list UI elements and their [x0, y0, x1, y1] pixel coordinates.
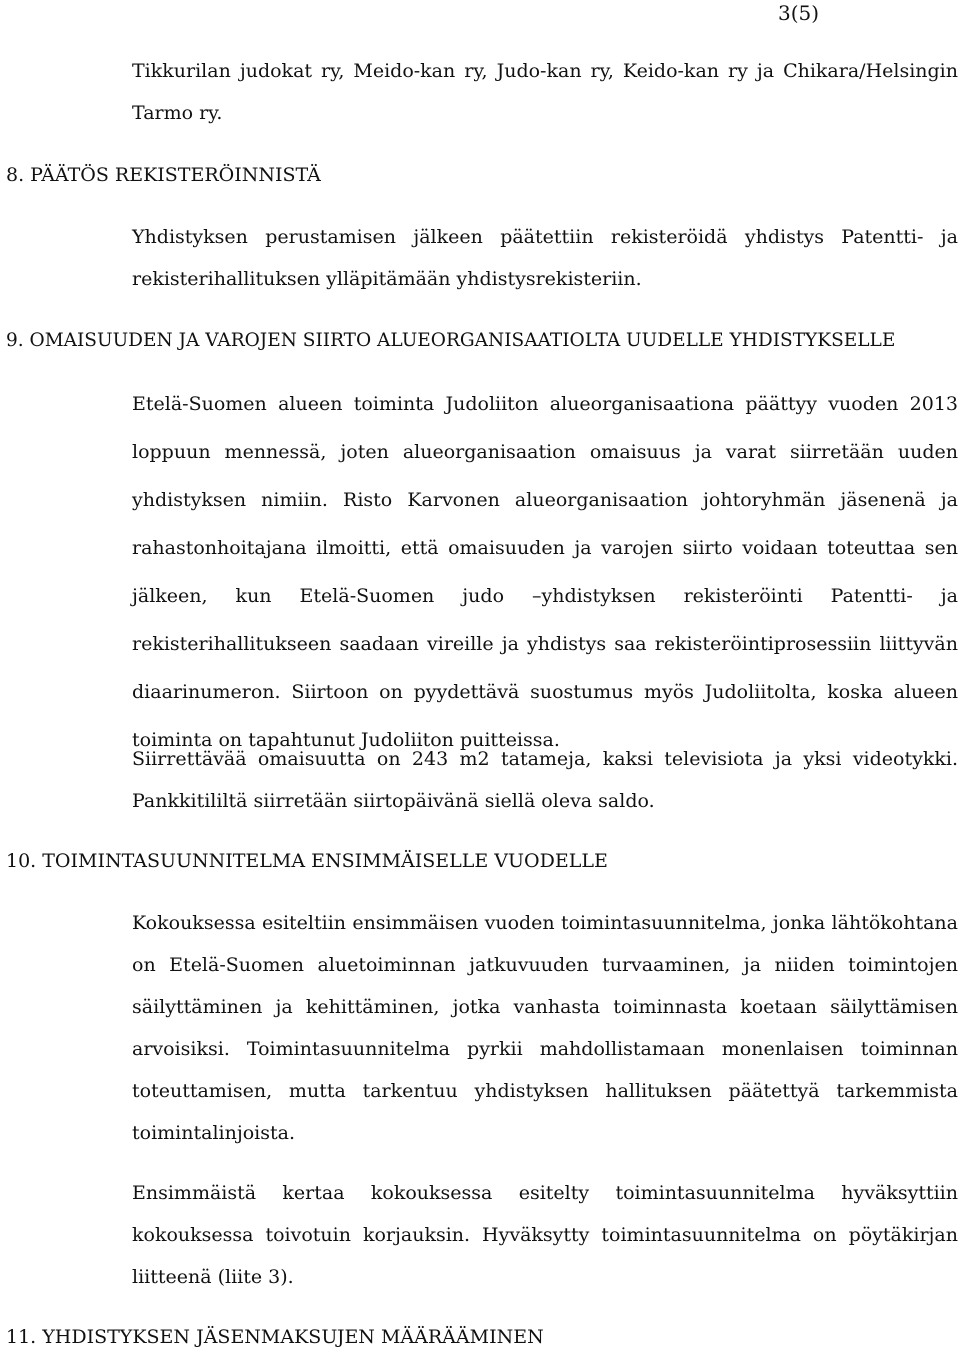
paragraph-transferred-assets: Siirrettävää omaisuutta on 243 m2 tatameja, kaksi televisiota ja yksi videotykki. Pankkitililtä siirretään siirtopäivänä siellä oleva saldo. [132, 748, 958, 812]
section-heading-8: 8. PÄÄTÖS REKISTERÖINNISTÄ [6, 164, 321, 186]
section-heading-10: 10. TOIMINTASUUNNITELMA ENSIMMÄISELLE VUODELLE [6, 850, 608, 872]
page-number: 3(5) [778, 1, 820, 25]
paragraph-asset-transfer: Etelä-Suomen alueen toiminta Judoliiton alueorganisaationa päättyy vuoden 2013 loppuun mennessä, joten alueorganisaation omaisuus ja varat siirretään uuden yhdistyksen nimiin. Risto Karvonen alueorganisaation johtoryhmän jäsenenä ja rahastonhoitajana ilmoitti, että omaisuuden ja varojen siirto voidaan toteuttaa sen jälkeen, kun Etelä-Suomen judo –yhdistyksen rekisteröinti Patentti- ja rekisterihallitukseen saadaan vireille ja yhdistys saa rekisteröintiprosessiin liittyvän diaarinumeron. Siirtoon on pyydettävä suostumus myös Judoliitolta, koska alueen toiminta on tapahtunut Judoliiton puitteissa. [132, 393, 958, 751]
paragraph-registration: Yhdistyksen perustamisen jälkeen päätettiin rekisteröidä yhdistys Patentti- ja rekisterihallituksen ylläpitämään yhdistysrekisteriin. [132, 226, 958, 290]
paragraph-plan-approval: Ensimmäistä kertaa kokouksessa esitelty toimintasuunnitelma hyväksyttiin kokouksessa toivotuin korjauksin. Hyväksytty toimintasuunnitelma on pöytäkirjan liitteenä (liite 3). [132, 1182, 958, 1288]
paragraph-action-plan: Kokouksessa esiteltiin ensimmäisen vuoden toimintasuunnitelma, jonka lähtökohtana on Etelä-Suomen aluetoiminnan jatkuvuuden turvaaminen, ja niiden toimintojen säilyttäminen ja kehittäminen, jotka vanhasta toiminnasta koetaan säilyttämisen arvoisiksi. Toimintasuunnitelma pyrkii mahdollistamaan monenlaisen toiminnan toteuttamisen, mutta tarkentuu yhdistyksen hallituksen päätettyä tarkemmista toimintalinjoista. [132, 912, 958, 1144]
section-heading-11: 11. YHDISTYKSEN JÄSENMAKSUJEN MÄÄRÄÄMINEN [6, 1326, 544, 1348]
section-heading-9: 9. OMAISUUDEN JA VAROJEN SIIRTO ALUEORGANISAATIOLTA UUDELLE YHDISTYKSELLE [6, 330, 896, 351]
paragraph-clubs: Tikkurilan judokat ry, Meido-kan ry, Judo-kan ry, Keido-kan ry ja Chikara/Helsingin Tarmo ry. [132, 60, 958, 124]
